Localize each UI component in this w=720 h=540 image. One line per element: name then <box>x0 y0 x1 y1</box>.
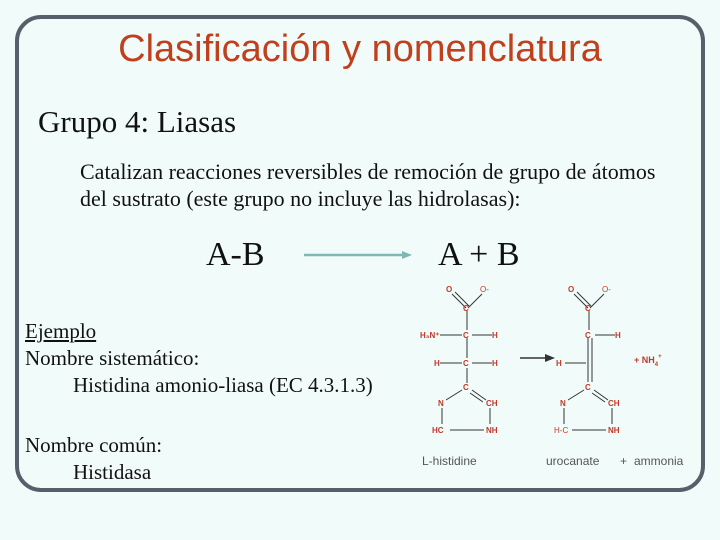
product-caption: urocanate <box>546 454 600 468</box>
svg-text:NH: NH <box>608 426 620 435</box>
plus-sign: + <box>620 454 628 468</box>
byproduct-caption: ammonia <box>634 454 684 468</box>
svg-text:HC: HC <box>432 426 444 435</box>
reactant-caption: L-histidine <box>422 454 477 468</box>
description-text: Catalizan reacciones reversibles de remoción de grupo de átomos del sustrato (este grupo no incluye las hidrolasas): <box>80 159 656 211</box>
svg-text:H: H <box>434 359 440 368</box>
svg-text:H: H <box>492 331 498 340</box>
svg-text:C: C <box>463 359 469 368</box>
slide-title: Clasificación y nomenclatura <box>118 28 602 70</box>
svg-text:O: O <box>446 285 453 294</box>
histidine-atoms <box>420 285 498 435</box>
svg-text:CH: CH <box>608 399 620 408</box>
reaction-arrow <box>520 354 555 362</box>
svg-text:C: C <box>463 331 469 340</box>
common-name-value: Histidasa <box>73 460 152 484</box>
systematic-name-value: Histidina amonio-liasa (EC 4.3.1.3) <box>73 373 373 397</box>
svg-text:CH: CH <box>486 399 498 408</box>
equation-arrow <box>302 248 414 262</box>
svg-text:C: C <box>463 383 469 392</box>
svg-text:C: C <box>585 331 591 340</box>
svg-text:O-: O- <box>602 285 611 294</box>
common-name-block <box>25 432 162 486</box>
equation-products: A + B <box>438 236 520 273</box>
svg-text:H: H <box>556 359 562 368</box>
svg-text:O: O <box>568 285 575 294</box>
svg-text:O-: O- <box>480 285 489 294</box>
ammonium-ion: + $NH_4^+$ <box>634 354 662 368</box>
section-heading: Grupo 4: Liasas <box>38 104 237 139</box>
common-name-label: Nombre común: <box>25 433 163 457</box>
example-label: Ejemplo <box>25 319 97 343</box>
svg-text:N: N <box>438 399 444 408</box>
svg-text:H: H <box>615 331 621 340</box>
svg-text:C: C <box>463 304 469 313</box>
svg-text:NH: NH <box>486 426 498 435</box>
reaction-diagram <box>410 278 710 474</box>
systematic-name-label: Nombre sistemático: <box>25 346 200 370</box>
svg-text:H: H <box>492 359 498 368</box>
svg-text:H₃N⁺: H₃N⁺ <box>420 331 440 340</box>
equation-reactant: A-B <box>206 236 265 273</box>
svg-text:H-C: H-C <box>554 426 569 435</box>
example-block <box>25 318 373 399</box>
svg-text:C: C <box>585 383 591 392</box>
svg-text:C: C <box>585 304 591 313</box>
svg-text:N: N <box>560 399 566 408</box>
